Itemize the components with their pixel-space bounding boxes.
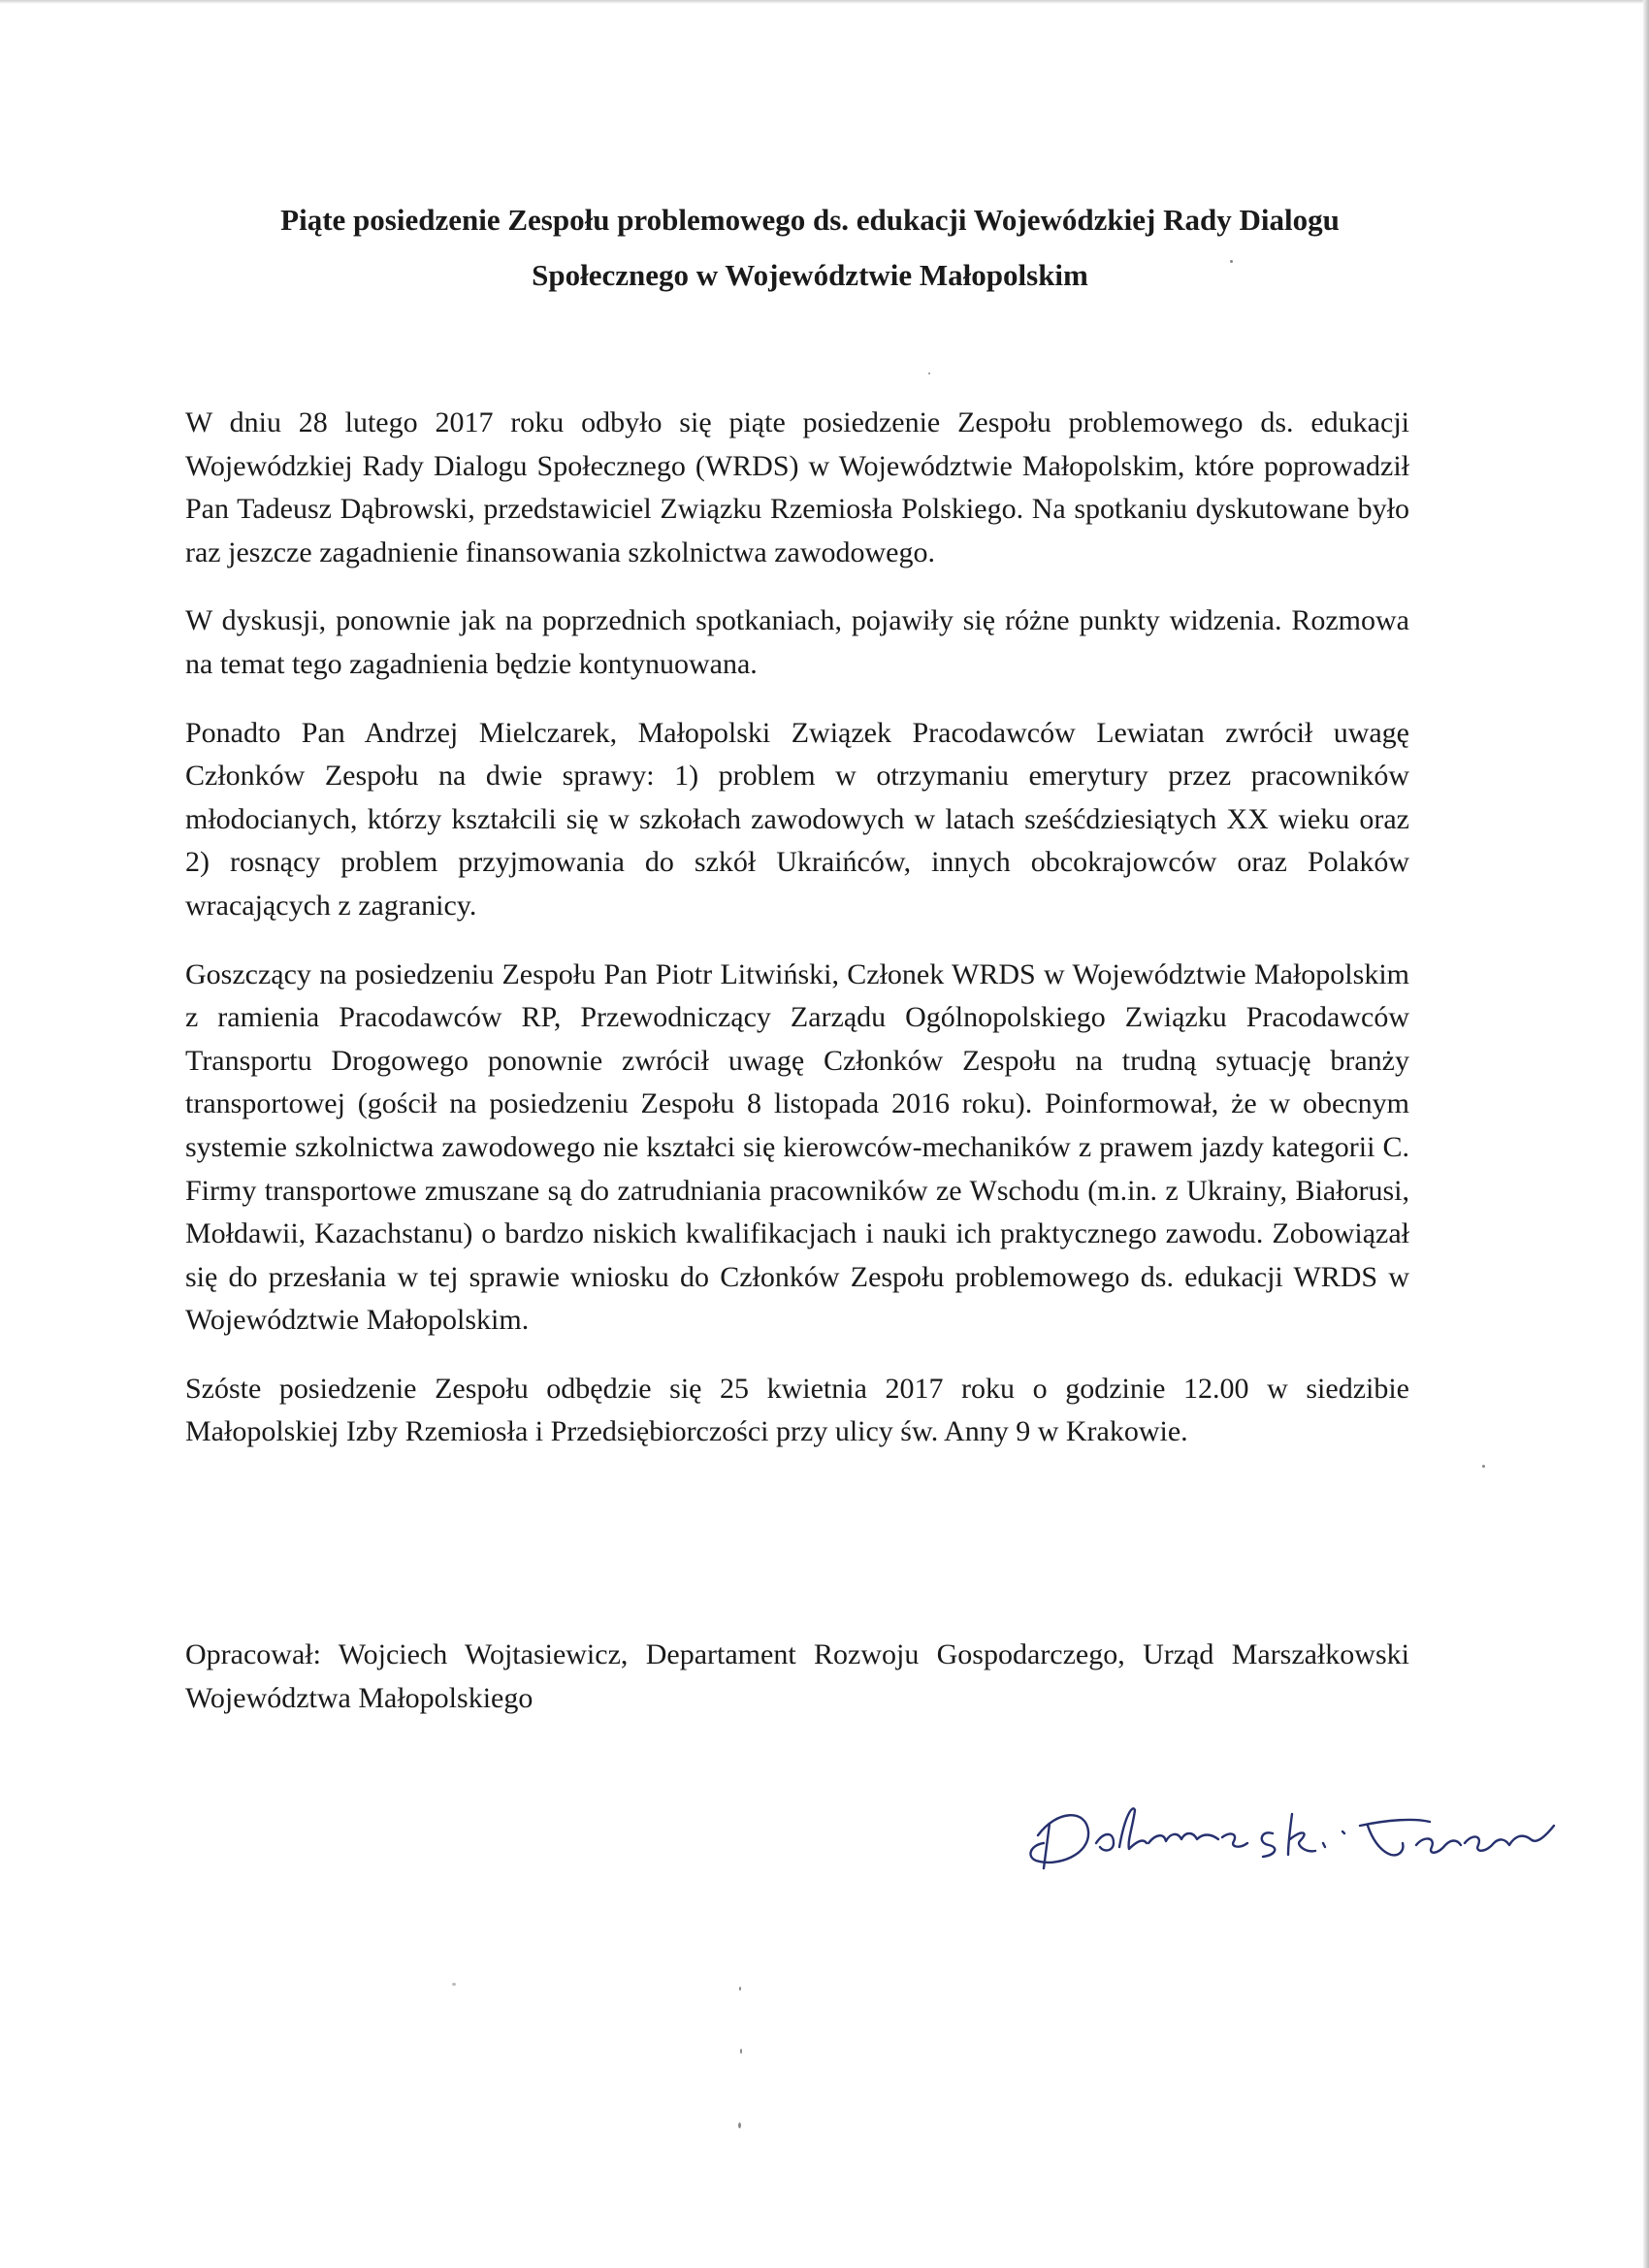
prepared-by: Opracował: Wojciech Wojtasiewicz, Departament Rozwoju Gospodarczego, Urząd Marszałkowski Województwa Małopolskiego — [185, 1638, 1409, 1714]
scan-speck — [1482, 1465, 1485, 1468]
title-line-2: Społecznego w Województwie Małopolskim — [532, 258, 1088, 292]
paragraph-litwinski: Goszczący na posiedzeniu Zespołu Pan Piotr Litwiński, Członek WRDS w Województwie Małopolskim z ramienia Pracodawców RP, Przewodniczący Zarządu Ogólnopolskiego Związku Pracodawców Transportu Drogowego ponownie zwrócił uwagę Członków Zespołu na trudną sytuację branży transportowej (gościł na posiedzeniu Zespołu 8 listopada 2016 roku). Poinformował, że w obecnym systemie szkolnictwa zawodowego nie kształci się kierowców-mechaników z prawem jazdy kategorii C. Firmy transportowe zmuszane są do zatrudniania pracowników ze Wschodu (m.in. z Ukrainy, Białorusi, Mołdawii, Kazachstanu) o bardzo niskich kwalifikacjach i nauki ich praktycznego zawodu. Zobowiązał się do przesłania w tej sprawie wniosku do Członków Zespołu problemowego ds. edukacji WRDS w Województwie Małopolskim. — [185, 957, 1409, 1337]
document-body — [185, 402, 1409, 1454]
scan-speck — [1230, 260, 1233, 263]
scan-edge-right — [1643, 0, 1649, 2268]
document-title — [184, 192, 1436, 303]
scan-edge-top — [0, 0, 1649, 4]
title-line-1: Piąte posiedzenie Zespołu problemowego ds. edukacji Wojewódzkiej Rady Dialogu — [280, 203, 1340, 237]
paragraph-meeting: W dniu 28 lutego 2017 roku odbyło się piąte posiedzenie Zespołu problemowego ds. edukacji Wojewódzkiej Rady Dialogu Społecznego (WRDS) w Województwie Małopolskim, które poprowadził Pan Tadeusz Dąbrowski, przedstawiciel Związku Rzemiosła Polskiego. Na spotkaniu dyskutowane było raz jeszcze zagadnienie finansowania szkolnictwa zawodowego. — [185, 406, 1409, 568]
paragraph-next-meeting: Szóste posiedzenie Zespołu odbędzie się 25 kwietnia 2017 roku o godzinie 12.00 w siedzibie Małopolskiej Izby Rzemiosła i Przedsiębiorczości przy ulicy św. Anny 9 w Krakowie. — [185, 1372, 1409, 1448]
scan-speck — [452, 1983, 456, 1986]
handwritten-signature — [1018, 1775, 1562, 1882]
signature-text: Dąbrowski Tadeusz — [1018, 1880, 1026, 1881]
scan-speck — [740, 2049, 742, 2054]
paragraph-discussion: W dyskusji, ponownie jak na poprzednich spotkaniach, pojawiły się różne punkty widzenia. Rozmowa na temat tego zagadnienia będzie kontynuowana. — [185, 604, 1409, 680]
paragraph-mielczarek: Ponadto Pan Andrzej Mielczarek, Małopolski Związek Pracodawców Lewiatan zwrócił uwagę Członków Zespołu na dwie sprawy: 1) problem w otrzymaniu emerytury przez pracowników młodocianych, którzy kształcili się w szkołach zawodowych w latach sześćdziesiątych XX wieku oraz 2) rosnący problem przyjmowania do szkół Ukraińców, innych obcokrajowców oraz Polaków wracających z zagranicy. — [185, 716, 1409, 922]
scan-speck — [739, 1987, 741, 1991]
scan-speck — [928, 373, 930, 374]
scan-speck — [738, 2122, 741, 2128]
